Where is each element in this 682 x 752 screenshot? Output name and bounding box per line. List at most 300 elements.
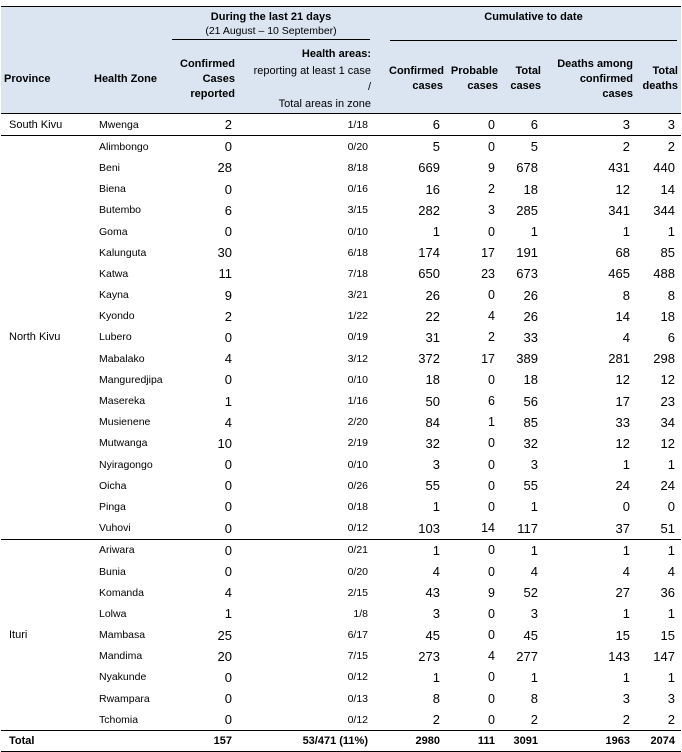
health-areas: 0/19 [347, 331, 368, 344]
total-cases: 673 [516, 266, 538, 282]
gap-cell [374, 646, 386, 667]
total-deaths: 4 [667, 564, 675, 580]
recent-confirmed: 2 [224, 308, 232, 324]
recent-confirmed: 1 [224, 393, 232, 409]
probable-cases: 0 [488, 499, 495, 514]
total-deaths: 14 [660, 181, 675, 197]
total-deaths: 2 [667, 712, 675, 728]
total-deaths: 23 [660, 393, 675, 409]
header-province: Province [1, 45, 91, 114]
table-row [1, 263, 681, 284]
probable-cases: 2 [488, 330, 495, 345]
deaths-confirmed: 68 [615, 245, 630, 261]
header-line: cases [602, 87, 633, 100]
header-line: Cases [202, 72, 235, 85]
total-cases: 18 [523, 181, 538, 197]
total-cases: 678 [516, 160, 538, 176]
header-health-zone: Health Zone [91, 45, 168, 114]
province-name: South Kivu [1, 114, 91, 136]
confirmed-cases: 5 [386, 136, 446, 158]
health-areas: 0/10 [347, 458, 368, 471]
health-areas: 7/15 [347, 650, 368, 663]
deaths-confirmed: 27 [615, 585, 630, 601]
total-cases: 1 [530, 224, 538, 240]
gap-cell [374, 561, 386, 582]
health-areas: 0/21 [238, 539, 374, 561]
total-cases: 3 [530, 457, 538, 473]
recent-confirmed: 0 [224, 691, 232, 707]
header-line: Health areas: [301, 48, 371, 60]
total-cases: 3 [530, 606, 538, 622]
recent-confirmed: 4 [224, 414, 232, 430]
gap-cell [374, 688, 386, 709]
header-confirmed-reported [168, 45, 238, 114]
gap-cell [374, 709, 386, 731]
probable-cases: 4 [488, 649, 495, 664]
total-deaths: 15 [660, 627, 675, 643]
gap-cell [374, 412, 386, 433]
confirmed-cases: 84 [425, 414, 440, 430]
header-line: cases [467, 80, 498, 92]
table-row [1, 200, 681, 221]
probable-cases: 0 [488, 606, 495, 621]
confirmed-cases: 650 [418, 266, 440, 282]
table-row [1, 603, 681, 624]
total-cases: 389 [516, 351, 538, 367]
probable-cases: 0 [446, 114, 501, 136]
probable-cases: 0 [488, 288, 495, 303]
total-deaths: 85 [660, 245, 675, 261]
table-row [1, 561, 681, 582]
confirmed-cases: 3 [432, 457, 440, 473]
header-line: confirmed [579, 72, 633, 85]
recent-confirmed: 6 [224, 202, 232, 218]
total-cases: 1 [530, 669, 538, 685]
total-recent: 157 [168, 731, 238, 752]
total-cases: 1 [501, 539, 544, 561]
deaths-confirmed: 341 [608, 202, 630, 218]
table-row [1, 136, 681, 158]
confirmed-cases: 8 [432, 691, 440, 707]
deaths-confirmed: 1 [622, 457, 630, 473]
health-areas: 1/8 [353, 607, 368, 620]
zone-name: Vuhovi [99, 522, 131, 535]
total-deaths: 12 [660, 435, 675, 451]
probable-cases: 0 [446, 136, 501, 158]
probable-cases: 0 [488, 457, 495, 472]
health-areas: 7/18 [347, 267, 368, 280]
probable-cases: 23 [481, 266, 495, 281]
recent-confirmed: 9 [224, 287, 232, 303]
zone-name: Tchomia [99, 713, 139, 726]
gap-cell [374, 263, 386, 284]
confirmed-cases: 3 [432, 606, 440, 622]
deaths-confirmed: 3 [544, 114, 636, 136]
confirmed-cases: 50 [425, 393, 440, 409]
total-cases: 117 [517, 520, 538, 536]
recent-confirmed: 28 [217, 160, 232, 176]
zone-name: Komanda [99, 586, 144, 599]
header-blank-cell [1, 7, 91, 46]
zone-name: Oicha [99, 479, 127, 492]
total-cases: 85 [523, 414, 538, 430]
total-deaths: 344 [653, 202, 675, 218]
health-areas: 0/12 [347, 713, 368, 726]
header-line: reporting at least 1 case [253, 64, 371, 77]
deaths-confirmed: 12 [615, 181, 630, 197]
total-cases: 2 [530, 712, 538, 728]
zone-name: Kalunguta [99, 246, 147, 259]
gap-cell [374, 157, 386, 178]
health-areas: 0/10 [347, 225, 368, 238]
table-row [1, 179, 681, 200]
table-row [1, 114, 681, 136]
zone-name: Manguredjipa [99, 373, 163, 386]
header-group-cumulative-title: Cumulative to date [390, 10, 677, 41]
total-cases: 55 [523, 478, 538, 494]
total-deaths: 147 [653, 648, 675, 664]
probable-cases: 0 [488, 224, 495, 239]
total-probable: 111 [446, 731, 501, 752]
confirmed-cases: 1 [432, 499, 440, 515]
total-total: 3091 [501, 731, 544, 752]
health-areas: 0/18 [347, 500, 368, 513]
health-areas: 6/17 [347, 629, 368, 642]
gap-cell [374, 200, 386, 221]
recent-confirmed: 0 [168, 539, 238, 561]
zone-name: Butembo [99, 204, 142, 217]
gap-cell [374, 475, 386, 496]
total-deaths: 8 [667, 287, 675, 303]
total-total-deaths: 2074 [636, 731, 681, 752]
health-areas: 8/18 [347, 161, 368, 174]
deaths-confirmed: 4 [622, 329, 630, 345]
health-areas: 0/16 [347, 183, 368, 196]
table-row [1, 646, 681, 667]
deaths-confirmed: 12 [615, 372, 630, 388]
recent-confirmed: 4 [224, 585, 232, 601]
table-row [1, 582, 681, 603]
recent-confirmed: 0 [224, 329, 232, 345]
deaths-confirmed: 143 [608, 648, 630, 664]
total-cases: 1 [530, 499, 538, 515]
zone-name: Alimbongo [91, 136, 168, 158]
header-line: Probable [450, 65, 498, 77]
confirmed-cases: 16 [425, 181, 440, 197]
deaths-confirmed: 2 [544, 136, 636, 158]
gap-cell [374, 242, 386, 263]
gap-cell [374, 582, 386, 603]
confirmed-cases: 6 [386, 114, 446, 136]
recent-confirmed: 1 [224, 606, 232, 622]
probable-cases: 0 [488, 670, 495, 685]
deaths-confirmed: 1 [622, 224, 630, 240]
header-group-recent-title: During the last 21 days [210, 11, 332, 23]
table-row [1, 709, 681, 731]
recent-confirmed: 0 [224, 224, 232, 240]
recent-confirmed: 0 [224, 520, 232, 536]
total-cases: 5 [501, 136, 544, 158]
health-areas: 0/10 [347, 373, 368, 386]
table-row [1, 454, 681, 475]
confirmed-cases: 2 [432, 712, 440, 728]
deaths-confirmed: 0 [622, 499, 630, 515]
total-deaths: 6 [667, 329, 675, 345]
total-cases: 56 [523, 393, 538, 409]
table-footer [1, 731, 681, 752]
gap-cell [374, 114, 386, 136]
total-label: Total [1, 731, 91, 752]
health-areas: 0/20 [347, 565, 368, 578]
confirmed-cases: 4 [432, 564, 440, 580]
confirmed-cases: 22 [425, 308, 440, 324]
table-row [1, 369, 681, 390]
table-row [1, 688, 681, 709]
header-blank-cell [374, 7, 386, 46]
zone-name: Kyondo [99, 310, 135, 323]
total-cases: 32 [523, 435, 538, 451]
header-line: Total areas in zone [278, 97, 371, 110]
confirmed-cases: 31 [425, 329, 440, 345]
total-cases: 277 [516, 648, 538, 664]
total-cases: 18 [523, 372, 538, 388]
recent-confirmed: 25 [217, 627, 232, 643]
gap-cell [374, 348, 386, 369]
total-deaths: 2 [636, 136, 681, 158]
header-total-cases [501, 45, 544, 114]
header-line: / [367, 81, 371, 93]
deaths-confirmed: 24 [615, 478, 630, 494]
header-line: Confirmed [180, 57, 235, 70]
zone-name: Rwampara [99, 692, 150, 705]
recent-confirmed: 10 [217, 435, 232, 451]
confirmed-cases: 174 [418, 245, 440, 261]
probable-cases: 0 [488, 372, 495, 387]
total-row [1, 731, 681, 752]
recent-confirmed: 0 [224, 669, 232, 685]
gap-cell [374, 625, 386, 646]
deaths-confirmed: 3 [622, 691, 630, 707]
header-line: Total [652, 65, 678, 77]
gap-cell [374, 390, 386, 411]
total-deaths: 3 [667, 691, 675, 707]
table-body [1, 114, 681, 731]
gap-cell [374, 369, 386, 390]
health-areas: 0/26 [347, 479, 368, 492]
total-cases: 26 [523, 287, 538, 303]
deaths-confirmed: 431 [608, 160, 630, 176]
probable-cases: 0 [488, 712, 495, 727]
total-cases: 6 [501, 114, 544, 136]
probable-cases: 2 [488, 182, 495, 197]
health-areas: 1/16 [347, 395, 368, 408]
deaths-confirmed: 1 [544, 539, 636, 561]
deaths-confirmed: 17 [615, 393, 630, 409]
table-row [1, 475, 681, 496]
zone-name: Mutwanga [99, 437, 148, 450]
deaths-confirmed: 12 [615, 435, 630, 451]
total-deaths: 0 [667, 499, 675, 515]
deaths-confirmed: 33 [615, 414, 630, 430]
recent-confirmed: 0 [224, 478, 232, 494]
health-areas: 2/15 [347, 586, 368, 599]
deaths-confirmed: 465 [608, 266, 630, 282]
zone-name: Pinga [99, 500, 126, 513]
probable-cases: 14 [481, 521, 495, 536]
header-health-areas [238, 45, 374, 114]
header-line: Total [515, 65, 541, 77]
header-line: cases [412, 80, 443, 92]
total-deaths: 36 [660, 585, 675, 601]
header-probable-cases [446, 45, 501, 114]
table-row [1, 157, 681, 178]
recent-confirmed: 0 [224, 181, 232, 197]
total-cases: 191 [516, 245, 538, 261]
header-line: deaths [642, 80, 678, 92]
header-total-deaths [636, 45, 681, 114]
confirmed-cases: 1 [432, 224, 440, 240]
total-deaths: 298 [653, 351, 675, 367]
recent-confirmed: 0 [224, 457, 232, 473]
header-line: Confirmed [389, 65, 444, 77]
total-cases: 33 [523, 329, 538, 345]
deaths-confirmed: 281 [608, 351, 630, 367]
confirmed-cases: 282 [418, 202, 440, 218]
confirmed-cases: 273 [418, 648, 440, 664]
probable-cases: 0 [488, 436, 495, 451]
province-name: Ituri [1, 539, 91, 731]
ebola-cases-table [1, 6, 681, 752]
deaths-confirmed: 15 [615, 627, 630, 643]
probable-cases: 4 [488, 309, 495, 324]
zone-name: Lolwa [99, 607, 127, 620]
probable-cases: 1 [488, 415, 495, 430]
total-cases: 8 [530, 691, 538, 707]
table-row [1, 518, 681, 540]
zone-name: Musienene [99, 416, 151, 429]
zone-name: Lubero [99, 331, 132, 344]
recent-confirmed: 0 [224, 564, 232, 580]
total-deaths: 51 [660, 520, 675, 536]
deaths-confirmed: 37 [615, 520, 630, 536]
table-row [1, 348, 681, 369]
total-deaths-confirmed: 1963 [544, 731, 636, 752]
gap-cell [374, 306, 386, 327]
confirmed-cases: 45 [425, 627, 440, 643]
total-deaths: 3 [636, 114, 681, 136]
gap-cell [374, 327, 386, 348]
total-confirmed: 2980 [386, 731, 446, 752]
header-line: reported [190, 87, 235, 100]
total-cases: 285 [516, 202, 538, 218]
health-areas: 1/18 [238, 114, 374, 136]
total-deaths: 488 [653, 266, 675, 282]
recent-confirmed: 0 [224, 372, 232, 388]
table-row [1, 539, 681, 561]
total-deaths: 1 [667, 669, 675, 685]
zone-name: Katwa [99, 267, 129, 280]
table-row [1, 433, 681, 454]
gap-cell [374, 285, 386, 306]
health-areas: 3/12 [347, 352, 368, 365]
deaths-confirmed: 14 [615, 308, 630, 324]
header-group-recent [168, 7, 374, 46]
table-row [1, 221, 681, 242]
probable-cases: 0 [488, 478, 495, 493]
confirmed-cases: 103 [418, 520, 440, 536]
header-blank-cell [91, 7, 168, 46]
total-deaths: 24 [660, 478, 675, 494]
probable-cases: 6 [488, 394, 495, 409]
total-areas: 53/471 (11%) [238, 731, 374, 752]
header-deaths-confirmed [544, 45, 636, 114]
confirmed-cases: 55 [425, 478, 440, 494]
zone-name: Kayna [99, 289, 129, 302]
recent-confirmed: 0 [168, 136, 238, 158]
health-areas: 1/22 [347, 310, 368, 323]
zone-name: Mwenga [91, 114, 168, 136]
confirmed-cases: 26 [425, 287, 440, 303]
recent-confirmed: 0 [224, 499, 232, 515]
total-deaths: 1 [667, 606, 675, 622]
health-areas: 2/19 [347, 437, 368, 450]
health-areas: 0/12 [347, 671, 368, 684]
total-deaths: 440 [653, 160, 675, 176]
table-row [1, 667, 681, 688]
gap-cell [374, 433, 386, 454]
total-deaths: 1 [636, 539, 681, 561]
zone-name: Ariwara [91, 539, 168, 561]
gap-cell [374, 603, 386, 624]
deaths-confirmed: 4 [622, 564, 630, 580]
probable-cases: 0 [446, 539, 501, 561]
total-cases: 52 [523, 585, 538, 601]
confirmed-cases: 32 [425, 435, 440, 451]
header-line: cases [510, 80, 541, 92]
probable-cases: 3 [488, 203, 495, 218]
health-areas: 0/13 [347, 692, 368, 705]
header-confirmed-cases [386, 45, 446, 114]
health-areas: 3/15 [347, 204, 368, 217]
gap-cell [374, 221, 386, 242]
total-deaths: 18 [660, 308, 675, 324]
header-group-cumulative [386, 7, 681, 46]
confirmed-cases: 372 [418, 351, 440, 367]
table-row [1, 327, 681, 348]
probable-cases: 9 [488, 585, 495, 600]
zone-name: Masereka [99, 395, 146, 408]
recent-confirmed: 20 [217, 648, 232, 664]
header-blank-cell [374, 45, 386, 114]
zone-name: Mabalako [99, 352, 145, 365]
table-row [1, 390, 681, 411]
recent-confirmed: 0 [224, 712, 232, 728]
zone-name: Nyiragongo [99, 458, 153, 471]
header-group-recent-dates: (21 August – 10 September) [172, 24, 370, 40]
probable-cases: 17 [481, 351, 495, 366]
gap-cell [374, 539, 386, 561]
total-cases: 26 [523, 308, 538, 324]
health-areas: 3/21 [347, 289, 368, 302]
deaths-confirmed: 1 [622, 606, 630, 622]
table-row [1, 285, 681, 306]
health-areas: 0/20 [238, 136, 374, 158]
probable-cases: 9 [488, 160, 495, 175]
zone-name: Beni [99, 161, 121, 174]
zone-name: Goma [99, 225, 128, 238]
table-row [1, 242, 681, 263]
table-row [1, 306, 681, 327]
